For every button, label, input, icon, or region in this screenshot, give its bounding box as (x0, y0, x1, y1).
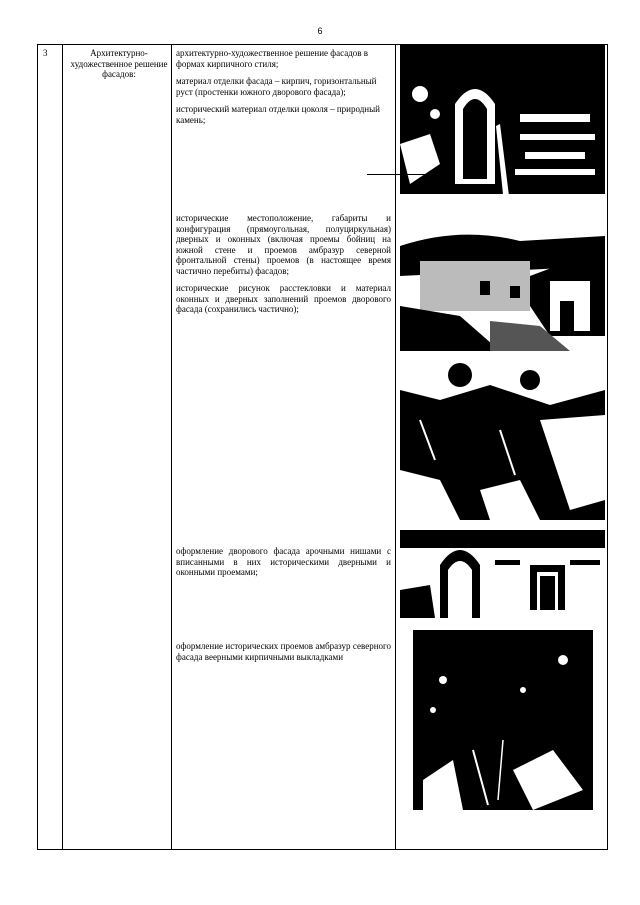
feature-text: оформление дворового фасада арочными нишами с вписанными в них историческими дверными и оконными проемами; (176, 546, 391, 577)
row-name: Архитектурно-художественное решение фасадов: (70, 48, 168, 79)
page-number: 6 (317, 26, 323, 36)
column-divider (62, 45, 63, 849)
feature-group-4 (176, 641, 391, 669)
feature-text: архитектурно-художественное решение фасадов в формах кирпичного стиля; (176, 48, 369, 69)
feature-group-1 (176, 48, 391, 132)
feature-text: исторический материал отделки цоколя – природный камень; (176, 104, 380, 125)
column-divider (171, 45, 172, 849)
feature-text: материал отделки фасада – кирпич, горизонтальный руст (простенки южного дворового фасада); (176, 76, 377, 97)
facade-photo (400, 360, 605, 520)
feature-text: исторические рисунок расстекловки и материал оконных и дверных заполнений проемов дворового фасада (сохранились частично); (176, 283, 391, 314)
facade-photo (413, 630, 593, 810)
facade-photo (400, 226, 605, 351)
feature-group-3 (176, 546, 391, 585)
column-divider (395, 45, 396, 849)
separator-line (367, 174, 429, 175)
feature-text: оформление исторических проемов амбразур северного фасада веерными кирпичными выкладками (176, 641, 391, 662)
row-number: 3 (43, 48, 48, 58)
facade-photo (400, 44, 605, 204)
facade-photo (400, 530, 605, 618)
feature-group-2 (176, 213, 391, 322)
feature-text: исторические местоположение, габариты и конфигурация (прямоугольная, полуциркульная) дверных и оконных (включая проемы бойниц на южной стене и проемов амбразур северной фронтальной стены) проемов (в настоящее время частично перебиты) фасадов; (176, 213, 391, 276)
